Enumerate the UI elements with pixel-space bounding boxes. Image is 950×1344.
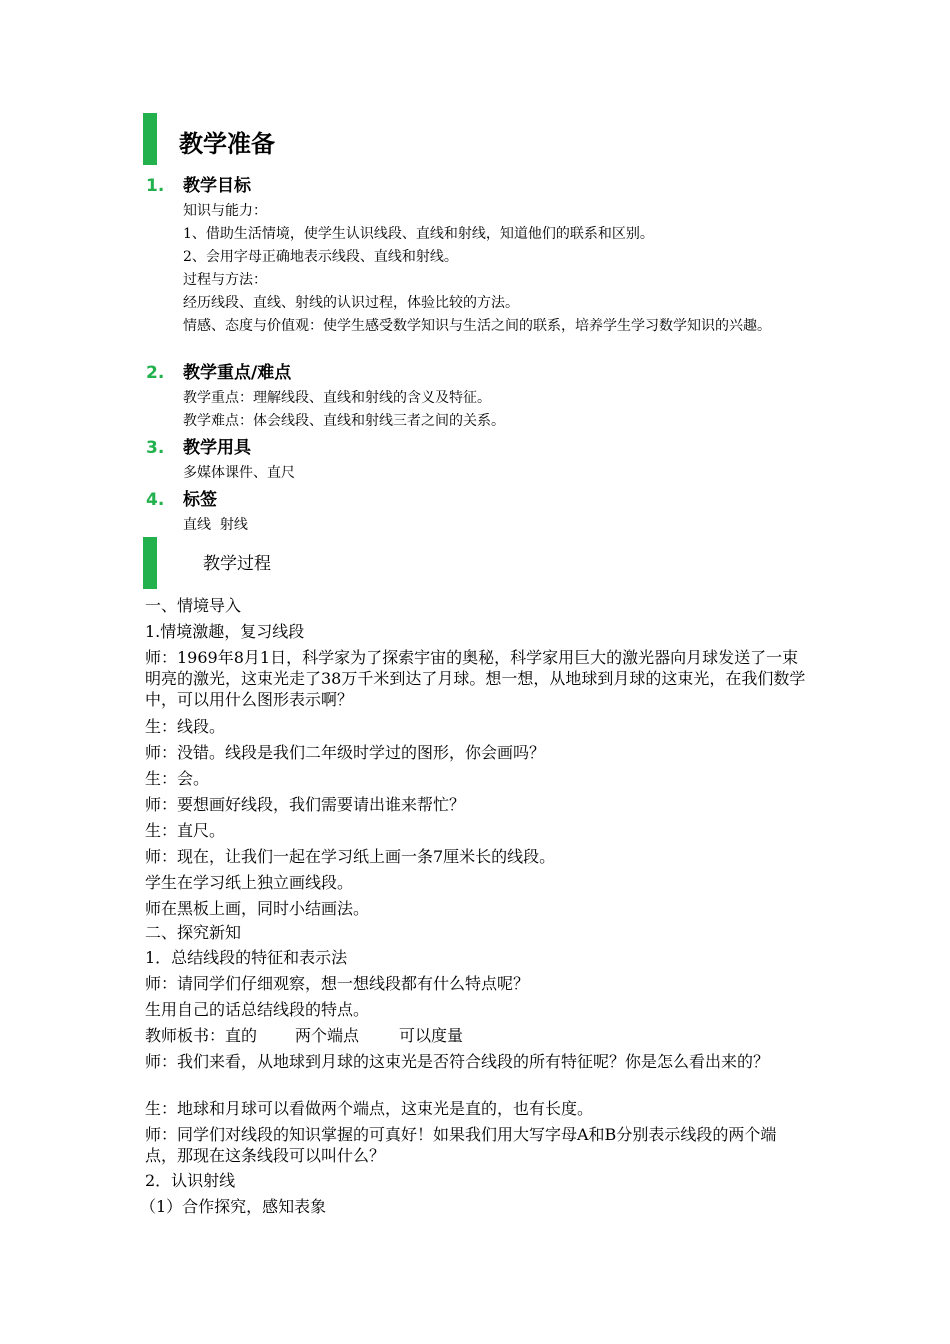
process-line: 师：请同学们仔细观察，想一想线段都有什么特点呢？ — [145, 974, 530, 993]
objective-line: 2、会用字母正确地表示线段、直线和射线。 — [183, 249, 458, 265]
section-title: 教学过程 — [203, 554, 271, 574]
section-accent-bar — [143, 113, 157, 165]
key-point-line: 教学难点：体会线段、直线和射线三者之间的关系。 — [183, 413, 505, 429]
section-accent-bar — [143, 537, 157, 589]
objective-paragraph: 情感、态度与价值观：使学生感受数学知识与生活之间的联系，培养学生学习数学知识的兴趣。 — [183, 318, 771, 334]
process-line: 2．认识射线 — [145, 1171, 236, 1190]
tags-line: 直线 射线 — [183, 517, 248, 533]
item-title: 教学目标 — [183, 176, 251, 196]
process-line: 一、情境导入 — [145, 596, 242, 615]
process-line: （1）合作探究，感知表象 — [140, 1197, 327, 1216]
process-line: 生用自己的话总结线段的特点。 — [145, 1000, 370, 1019]
objective-line: 经历线段、直线、射线的认识过程，体验比较的方法。 — [183, 295, 519, 311]
process-line: 师：没错。线段是我们二年级时学过的图形，你会画吗？ — [145, 743, 546, 762]
board-point: 可以度量 — [399, 1026, 464, 1045]
process-line: 生：直尺。 — [145, 821, 226, 840]
item-number: 1. — [146, 176, 165, 196]
objective-label: 过程与方法： — [183, 272, 267, 288]
item-title: 标签 — [183, 490, 217, 510]
process-line: 生：线段。 — [145, 717, 226, 736]
process-line: 学生在学习纸上独立画线段。 — [145, 873, 354, 892]
board-writing — [145, 1025, 463, 1047]
key-point-line: 教学重点：理解线段、直线和射线的含义及特征。 — [183, 390, 491, 406]
process-line: 师：现在，让我们一起在学习纸上画一条7厘米长的线段。 — [145, 847, 556, 866]
section-title: 教学准备 — [179, 130, 275, 158]
board-point: 两个端点 — [295, 1026, 360, 1045]
tools-line: 多媒体课件、直尺 — [183, 465, 295, 481]
process-paragraph: 师：我们来看，从地球到月球的这束光是否符合线段的所有特征呢？你是怎么看出来的？ — [145, 1052, 770, 1071]
process-line: 师在黑板上画，同时小结画法。 — [145, 899, 370, 918]
process-paragraph: 师：1969年8月1日，科学家为了探索宇宙的奥秘，科学家用巨大的激光器向月球发送了一束明亮的激光，这束光走了38万千米到达了月球。想一想，从地球到月球的这束光，在我们数学中，可以用什么图形表示啊？ — [145, 648, 806, 709]
process-line: 生：地球和月球可以看做两个端点，这束光是直的，也有长度。 — [145, 1099, 594, 1118]
process-paragraph: 师：同学们对线段的知识掌握的可真好！如果我们用大写字母A和B分别表示线段的两个端点，那现在这条线段可以叫什么？ — [145, 1125, 777, 1165]
objective-line: 1、借助生活情境，使学生认识线段、直线和射线，知道他们的联系和区别。 — [183, 226, 654, 242]
process-line: 二、探究新知 — [145, 923, 242, 942]
item-title: 教学重点/难点 — [183, 363, 292, 383]
objective-label: 知识与能力： — [183, 203, 267, 219]
board-label: 教师板书：直的 — [145, 1026, 258, 1045]
process-line: 1．总结线段的特征和表示法 — [145, 948, 348, 967]
item-number: 2. — [146, 363, 165, 383]
process-line: 师：要想画好线段，我们需要请出谁来帮忙？ — [145, 795, 466, 814]
process-line: 生：会。 — [145, 769, 210, 788]
process-line: 1.情境激趣，复习线段 — [145, 622, 305, 641]
item-number: 3. — [146, 438, 165, 458]
item-title: 教学用具 — [183, 438, 251, 458]
item-number: 4. — [146, 490, 165, 510]
